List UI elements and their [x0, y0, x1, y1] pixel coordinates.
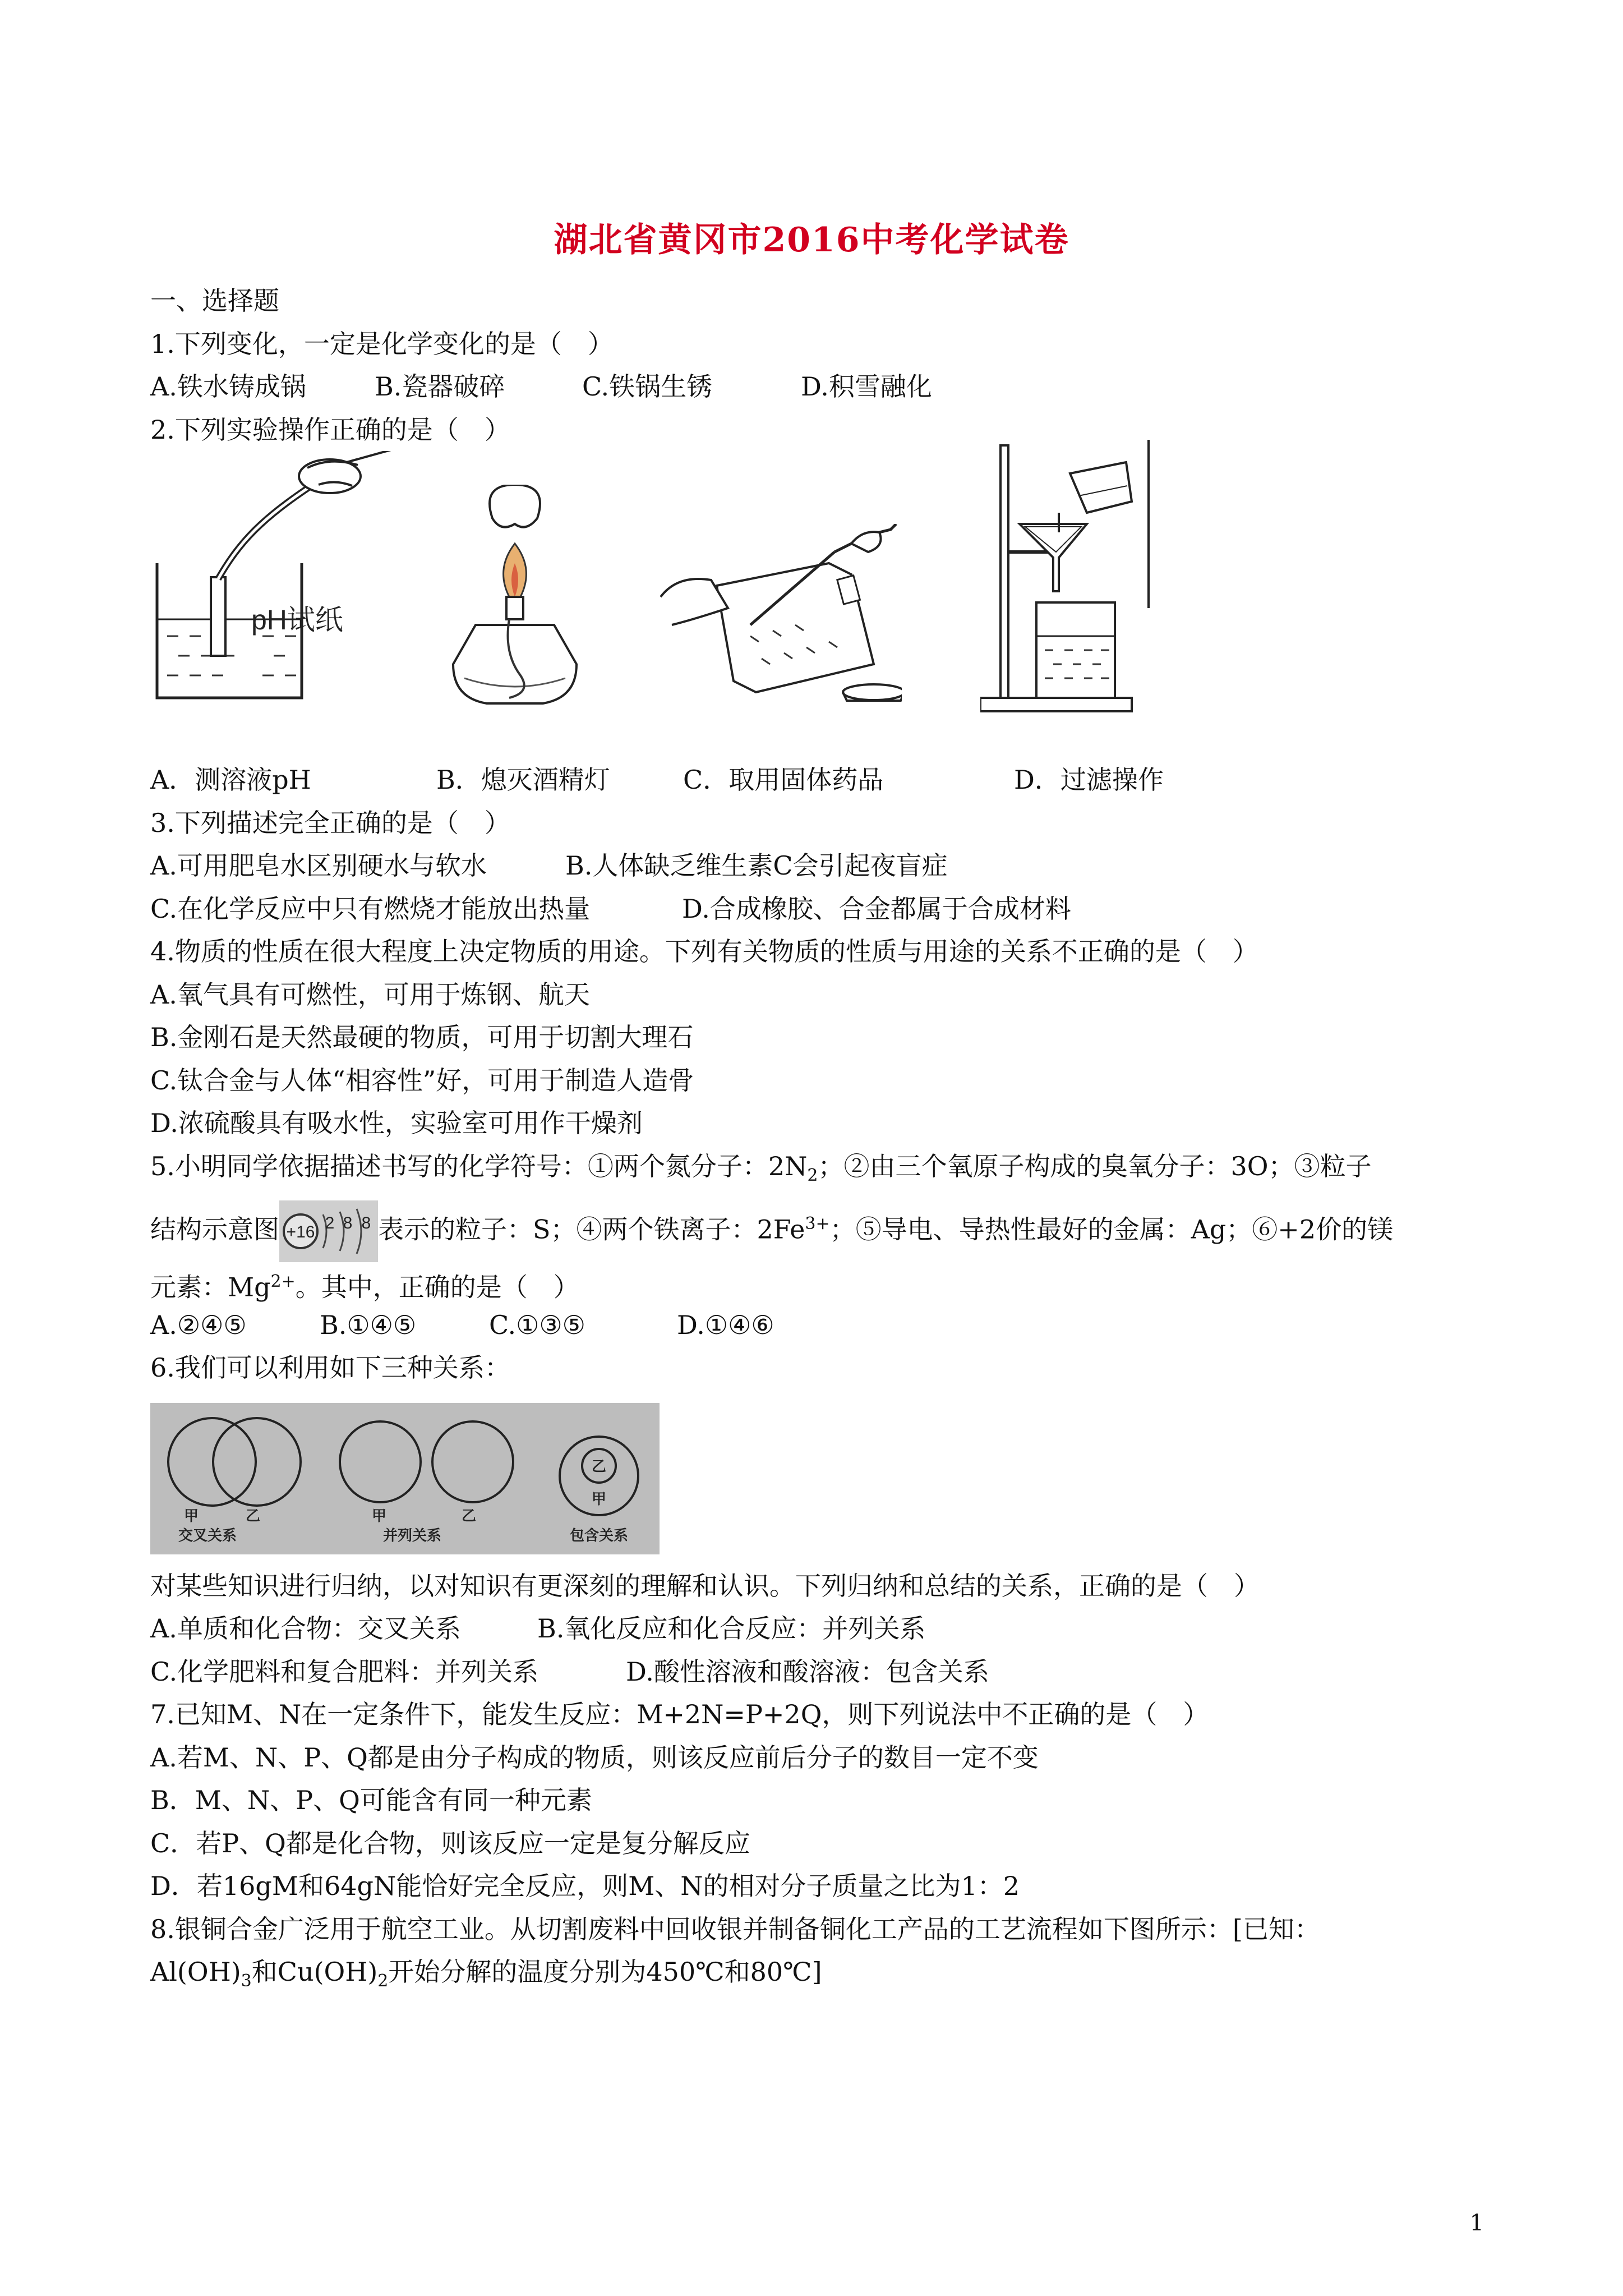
q5-option-c: C.①③⑤	[489, 1309, 585, 1340]
q5-option-d: D.①④⑥	[677, 1309, 774, 1340]
alcohol-lamp-figure	[442, 485, 588, 720]
question-1-stem: 1.下列变化，一定是化学变化的是（ ）	[150, 328, 614, 359]
question-2-options	[150, 758, 1496, 802]
contain-jia-label: 甲	[592, 1490, 607, 1508]
q1-option-b: B.瓷器破碎	[375, 371, 505, 402]
q5-option-b: B.①④⑤	[320, 1309, 417, 1340]
q4-option-c: C.钛合金与人体“相容性”好，可用于制造人造骨	[150, 1065, 694, 1096]
question-8-line-1: 8.银铜合金广泛用于航空工业。从切割废料中回收银并制备铜化工产品的工艺流程如下图所示：[已知：	[150, 1913, 1320, 1944]
parallel-yi-label: 乙	[462, 1507, 477, 1525]
q2-option-d: D．过滤操作	[1014, 765, 1164, 795]
question-4-stem: 4.物质的性质在很大程度上决定物质的用途。下列有关物质的性质与用途的关系不正确的是（ ）	[150, 936, 1258, 967]
question-6-stem: 6.我们可以利用如下三种关系：	[150, 1352, 510, 1383]
question-3-options-cd	[150, 887, 1496, 931]
q7-option-b: B．M、N、P、Q可能含有同一种元素	[150, 1785, 592, 1815]
question-2-figures	[150, 451, 1496, 758]
q3-option-b: B.人体缺乏维生素C会引起夜盲症	[565, 850, 948, 881]
q5-option-a: A.②④⑤	[150, 1309, 247, 1340]
q7-option-c: C．若P、Q都是化合物，则该反应一定是复分解反应	[150, 1828, 750, 1858]
ph-paper-label: pH试纸	[251, 604, 343, 636]
question-3-options-ab	[150, 844, 1496, 887]
q6-option-c: C.化学肥料和复合肥料：并列关系	[150, 1656, 539, 1687]
question-5-line-3: 元素：$Mg^{2+}$。其中，正确的是（ ）	[150, 1272, 579, 1303]
q7-option-d: D．若16gM和64gN能恰好完全反应，则M、N的相对分子质量之比为1：2	[150, 1871, 1020, 1901]
page-number: 1	[1469, 2210, 1484, 2236]
q3-option-a: A.可用肥皂水区别硬水与软水	[150, 850, 487, 881]
q6-option-d: D.酸性溶液和酸溶液：包含关系	[626, 1656, 989, 1687]
q2-option-a: A．测溶液pH	[150, 765, 311, 795]
q7-option-a: A.若M、N、P、Q都是由分子构成的物质，则该反应前后分子的数目一定不变	[150, 1742, 1039, 1773]
question-6-line-2: 对某些知识进行归纳，以对知识有更深刻的理解和认识。下列归纳和总结的关系，正确的是（ ）	[150, 1570, 1260, 1601]
filtration-figure	[980, 440, 1160, 720]
q4-option-d: D.浓硫酸具有吸水性，实验室可用作干燥剂	[150, 1108, 643, 1138]
exam-content	[150, 279, 1496, 1994]
question-1-options	[150, 365, 1496, 408]
atom-nucleus-label: +16	[286, 1223, 315, 1242]
ph-test-figure	[150, 451, 419, 709]
question-2-stem: 2.下列实验操作正确的是（ ）	[150, 414, 510, 445]
q1-option-c: C.铁锅生锈	[582, 371, 713, 402]
question-6-relationship-diagram	[150, 1389, 1496, 1565]
section-heading: 一、选择题	[150, 286, 279, 316]
intersect-yi-label: 乙	[246, 1507, 261, 1525]
question-6-options-ab	[150, 1607, 1496, 1650]
atom-shell-2: 8	[343, 1214, 353, 1233]
q1-option-a: A.铁水铸成锅	[150, 371, 306, 402]
question-6-options-cd	[150, 1650, 1496, 1694]
atom-shell-1: 2	[325, 1214, 335, 1233]
q4-option-a: A.氧气具有可燃性，可用于炼钢、航天	[150, 979, 590, 1010]
parallel-jia-label: 甲	[372, 1507, 387, 1525]
atom-shell-3: 8	[361, 1214, 371, 1233]
exam-title: 湖北省黄冈市2016中考化学试卷	[554, 220, 1069, 260]
question-8-line-2: $Al(OH)_3$和$Cu(OH)_2$开始分解的温度分别为450℃和80℃]	[150, 1957, 822, 1991]
q2-option-b: B．熄灭酒精灯	[436, 765, 610, 795]
contain-yi-label: 乙	[592, 1458, 607, 1475]
question-7-stem: 7.已知M、N在一定条件下，能发生反应：M+2N=P+2Q，则下列说法中不正确的是（ ）	[150, 1699, 1209, 1729]
question-5-line-2: 结构示意图 +16 2 8 8 表示的粒子：S；④两个铁离子：$2Fe^{3+}$；⑤导电、导热性最好的金属：Ag；⑥+2价的镁	[150, 1188, 1496, 1260]
q6-option-b: B.氧化反应和化合反应：并列关系	[537, 1613, 926, 1644]
q4-option-b: B.金刚石是天然最硬的物质，可用于切割大理石	[150, 1022, 694, 1052]
q1-option-d: D.积雪融化	[801, 371, 932, 402]
intersect-caption: 交叉关系	[178, 1527, 237, 1544]
contain-caption: 包含关系	[570, 1527, 629, 1544]
intersect-jia-label: 甲	[184, 1507, 199, 1525]
solid-reagent-figure	[649, 524, 902, 715]
q2-option-c: C．取用固体药品	[683, 765, 884, 795]
relationship-figure	[150, 1403, 660, 1554]
q3-option-c: C.在化学反应中只有燃烧才能放出热量	[150, 893, 591, 924]
parallel-caption: 并列关系	[383, 1527, 442, 1544]
sulfur-ion-structure-diagram	[279, 1200, 378, 1262]
question-5-line-1: 5.小明同学依据描述书写的化学符号：①两个氮分子：$2N_2$；②由三个氧原子构成的臭氧分子：3O；③粒子	[150, 1151, 1372, 1185]
question-3-stem: 3.下列描述完全正确的是（ ）	[150, 807, 510, 838]
q6-option-a: A.单质和化合物：交叉关系	[150, 1613, 461, 1644]
question-5-options	[150, 1304, 1496, 1347]
q3-option-d: D.合成橡胶、合金都属于合成材料	[682, 893, 1071, 924]
